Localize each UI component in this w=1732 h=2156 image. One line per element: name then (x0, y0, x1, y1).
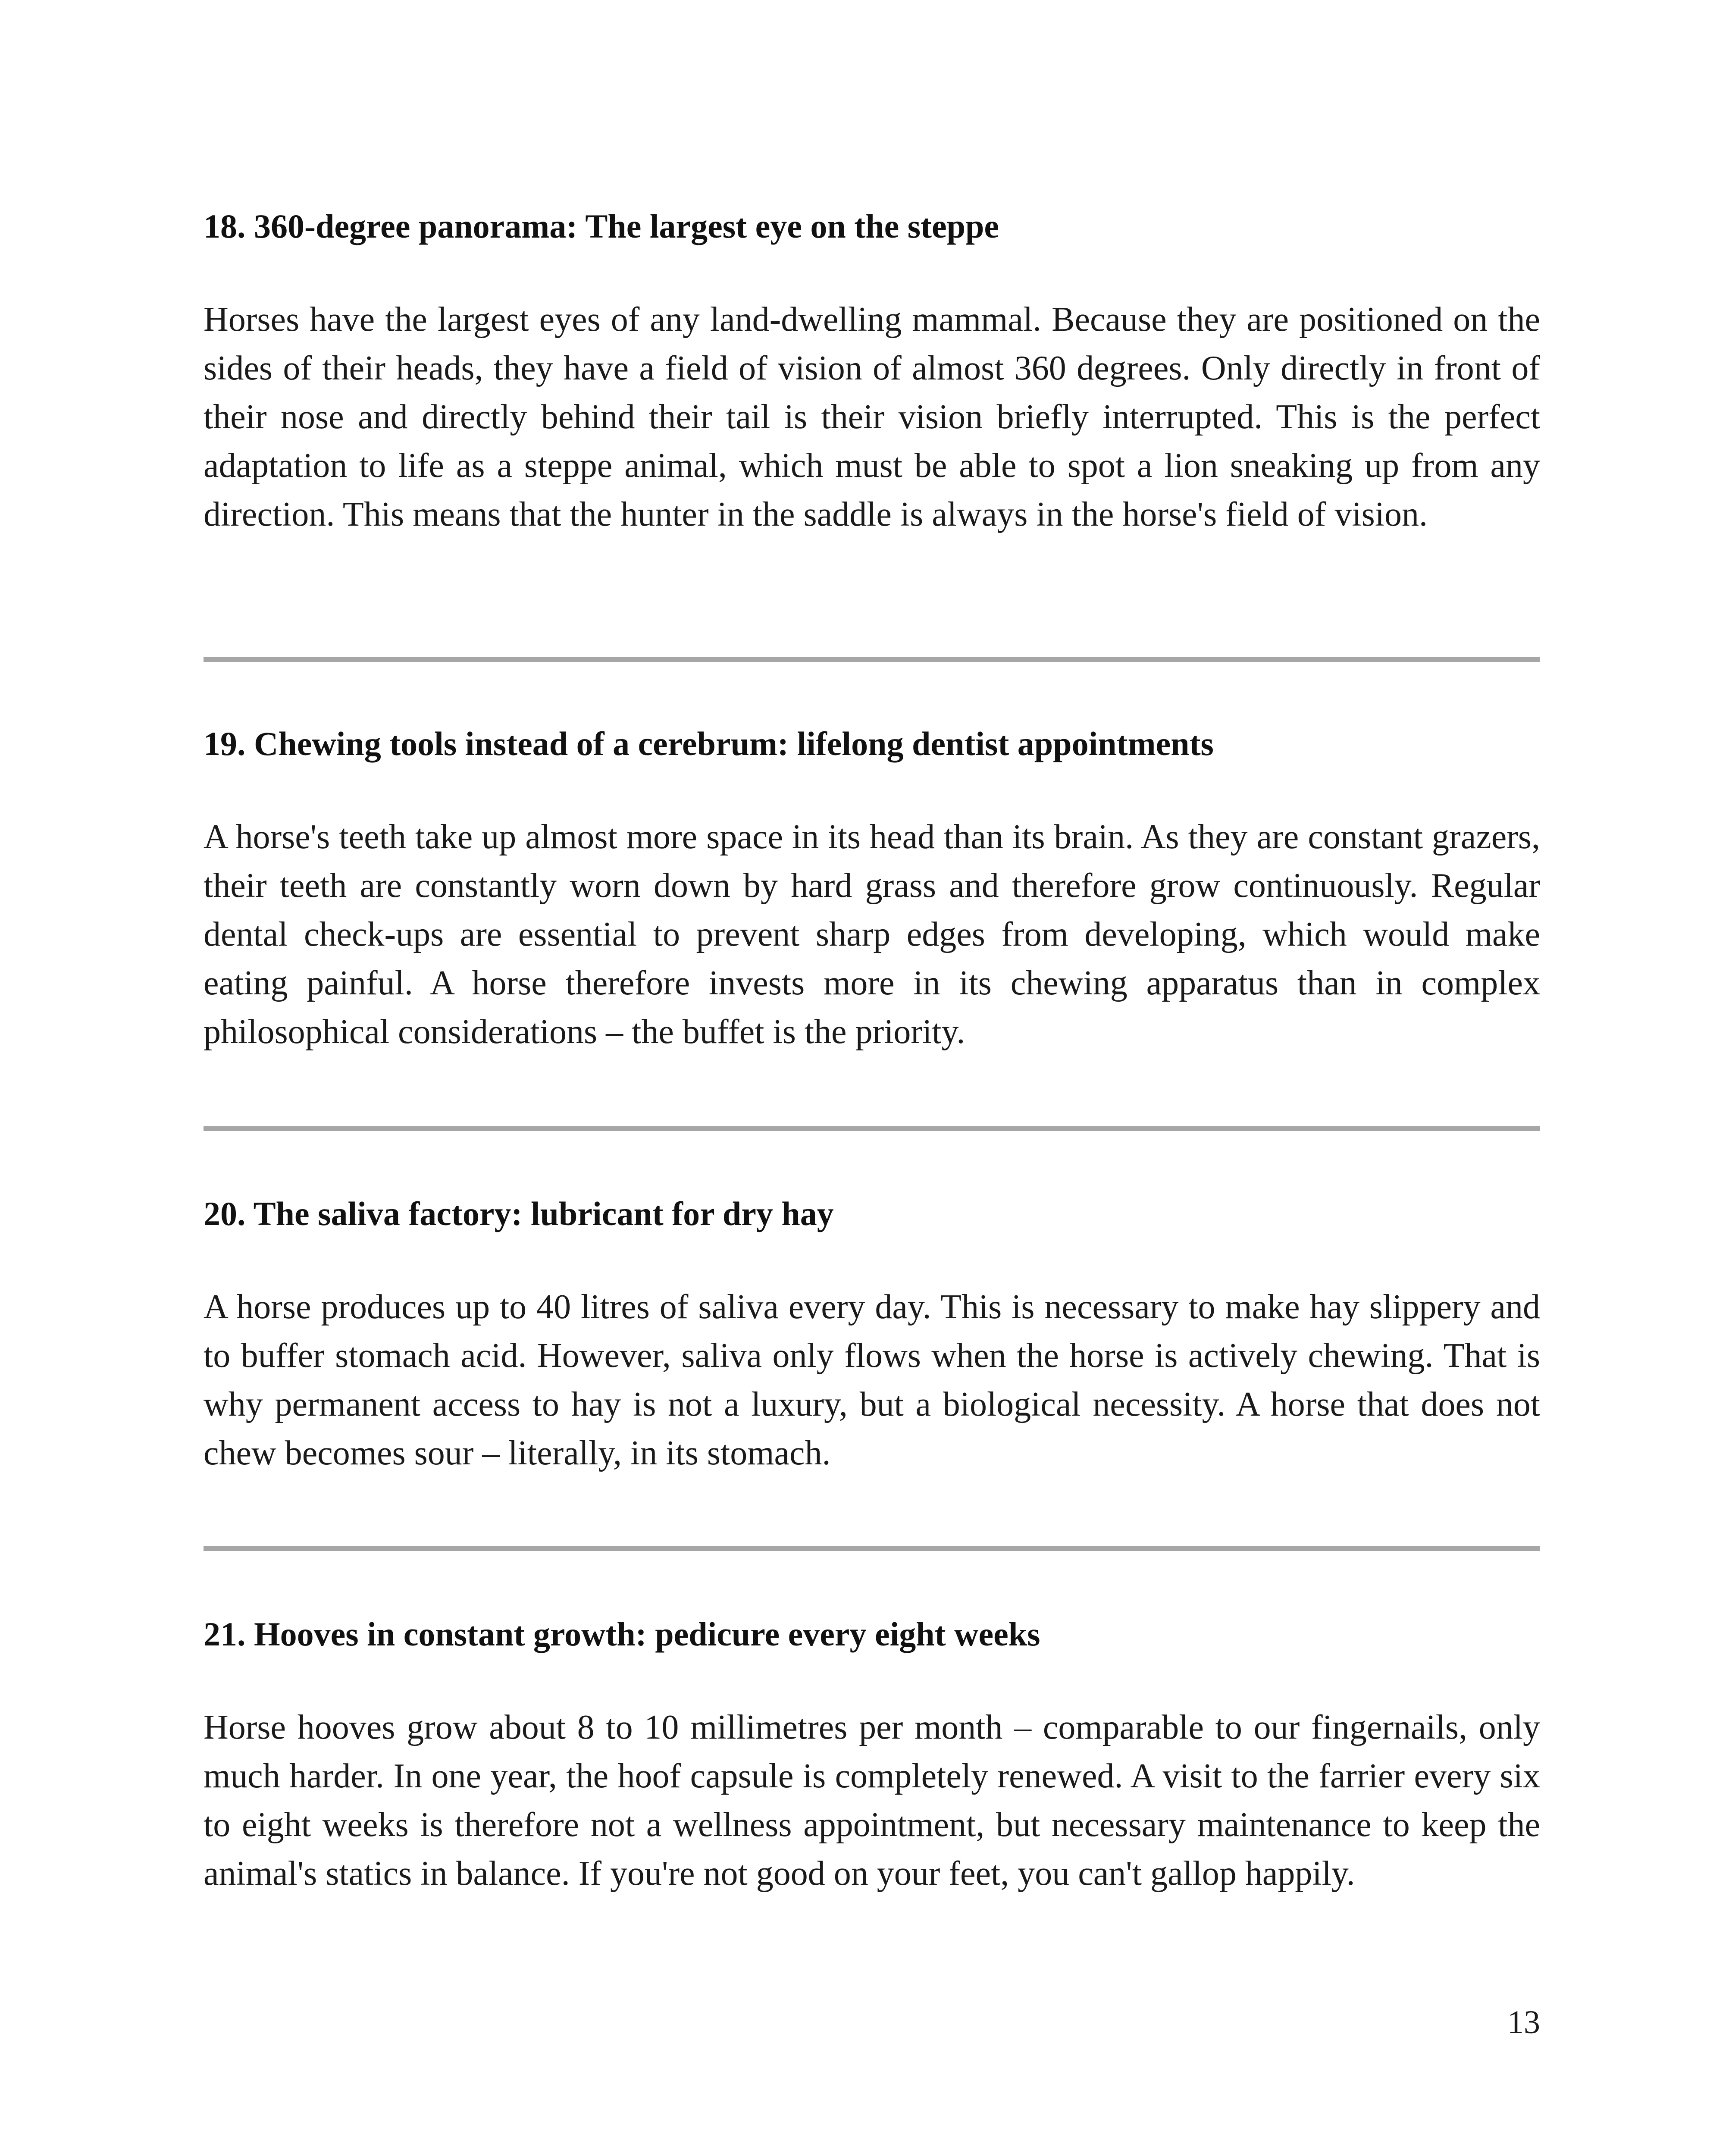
section-heading: 20. The saliva factory: lubricant for dry hay (204, 1195, 834, 1232)
section-heading: 19. Chewing tools instead of a cerebrum: lifelong dentist appointments (204, 725, 1214, 762)
section-heading: 21. Hooves in constant growth: pedicure every eight weeks (204, 1615, 1040, 1653)
section-18 (204, 205, 1540, 539)
section-paragraph: Horse hooves grow about 8 to 10 millimetres per month – comparable to our fingernails, only much harder. In one year, the hoof capsule is completely renewed. A visit to the farrier every six to eight weeks is therefore not a wellness appointment, but necessary maintenance to keep the animal's statics in balance. If you're not good on your feet, you can't gallop happily. (204, 1708, 1540, 1893)
section-20 (204, 1192, 1540, 1478)
section-heading: 18. 360-degree panorama: The largest eye on the steppe (204, 207, 999, 245)
section-divider (204, 657, 1540, 662)
section-paragraph: A horse produces up to 40 litres of saliva every day. This is necessary to make hay slippery and to buffer stomach acid. However, saliva only flows when the horse is actively chewing. That is why permanent access to hay is not a luxury, but a biological necessity. A horse that does not chew becomes sour – literally, in its stomach. (204, 1288, 1540, 1472)
section-21 (204, 1613, 1540, 1898)
section-paragraph: Horses have the largest eyes of any land-dwelling mammal. Because they are positioned on the sides of their heads, they have a field of vision of almost 360 degrees. Only directly in front of their nose and directly behind their tail is their vision briefly interrupted. This is the perfect adaptation to life as a steppe animal, which must be able to spot a lion sneaking up from any direction. This means that the hunter in the saddle is always in the horse's field of vision. (204, 301, 1540, 533)
section-divider (204, 1126, 1540, 1131)
page-number: 13 (1507, 2004, 1540, 2040)
section-divider (204, 1546, 1540, 1551)
section-paragraph: A horse's teeth take up almost more space in its head than its brain. As they are constant grazers, their teeth are constantly worn down by hard grass and therefore grow continuously. Regular dental check-ups are essential to prevent sharp edges from developing, which would make eating painful. A horse therefore invests more in its chewing apparatus than in complex philosophical considerations – the buffet is the priority. (204, 818, 1540, 1051)
section-19 (204, 722, 1540, 1056)
